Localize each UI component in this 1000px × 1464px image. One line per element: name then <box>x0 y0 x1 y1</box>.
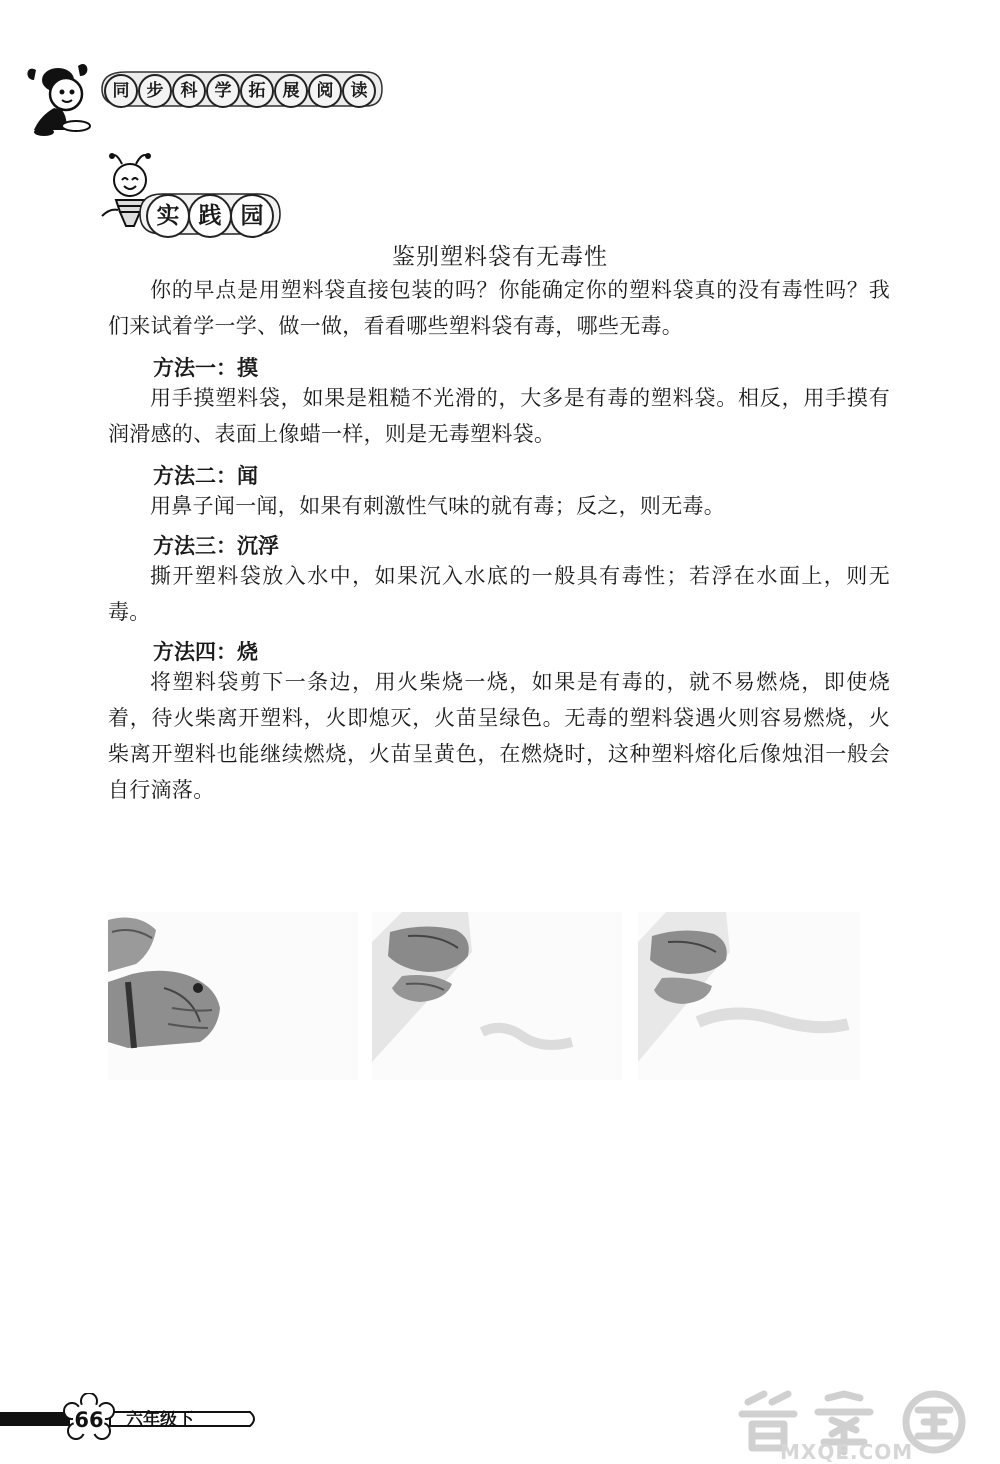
series-title-char: 展 <box>274 74 308 108</box>
series-title-char: 读 <box>342 74 376 108</box>
article-title: 鉴别塑料袋有无毒性 <box>392 244 608 270</box>
watermark-url: MXQE.COM <box>780 1440 914 1464</box>
series-title-char: 步 <box>138 74 172 108</box>
method-heading: 方法二：闻 <box>153 464 258 488</box>
series-title-char: 学 <box>206 74 240 108</box>
method-paragraph: 将塑料袋剪下一条边，用火柴烧一烧，如果是有毒的，就不易燃烧，即使烧着，待火柴离开塑料，火即熄灭，火苗呈绿色。无毒的塑料袋遇火则容易燃烧，火柴离开塑料也能继续燃烧，火苗呈黄色，在燃烧时，这种塑料熔化后像烛泪一般会自行滴落。 <box>108 670 890 802</box>
method-heading: 方法四：烧 <box>153 640 258 664</box>
method-heading: 方法三：沉浮 <box>153 534 279 558</box>
section-title-char: 践 <box>188 194 232 238</box>
section-title-char: 园 <box>230 194 274 238</box>
section-title-char: 实 <box>146 194 190 238</box>
method-heading: 方法一：摸 <box>153 356 258 380</box>
series-title-char: 科 <box>172 74 206 108</box>
series-title-char: 拓 <box>240 74 274 108</box>
method-paragraph: 用手摸塑料袋，如果是粗糙不光滑的，大多是有毒的塑料袋。相反，用手摸有润滑感的、表面上像蜡一样，则是无毒塑料袋。 <box>108 386 890 446</box>
hands-photo <box>638 912 860 1080</box>
intro-paragraph: 你的早点是用塑料袋直接包装的吗？你能确定你的塑料袋真的没有毒性吗？我们来试着学一学、做一做，看看哪些塑料袋有毒，哪些无毒。 <box>108 278 890 338</box>
hands-photo <box>372 912 622 1080</box>
hands-photo <box>108 912 358 1080</box>
page-number: 66 <box>74 1408 104 1432</box>
series-title-char: 同 <box>104 74 138 108</box>
mascot-girl-icon <box>22 54 106 138</box>
method-paragraph: 用鼻子闻一闻，如果有刺激性气味的就有毒；反之，则无毒。 <box>150 494 726 518</box>
grade-label: 六年级下 <box>126 1410 194 1430</box>
series-title-char: 阅 <box>308 74 342 108</box>
method-paragraph: 撕开塑料袋放入水中，如果沉入水底的一般具有毒性；若浮在水面上，则无毒。 <box>108 564 890 624</box>
